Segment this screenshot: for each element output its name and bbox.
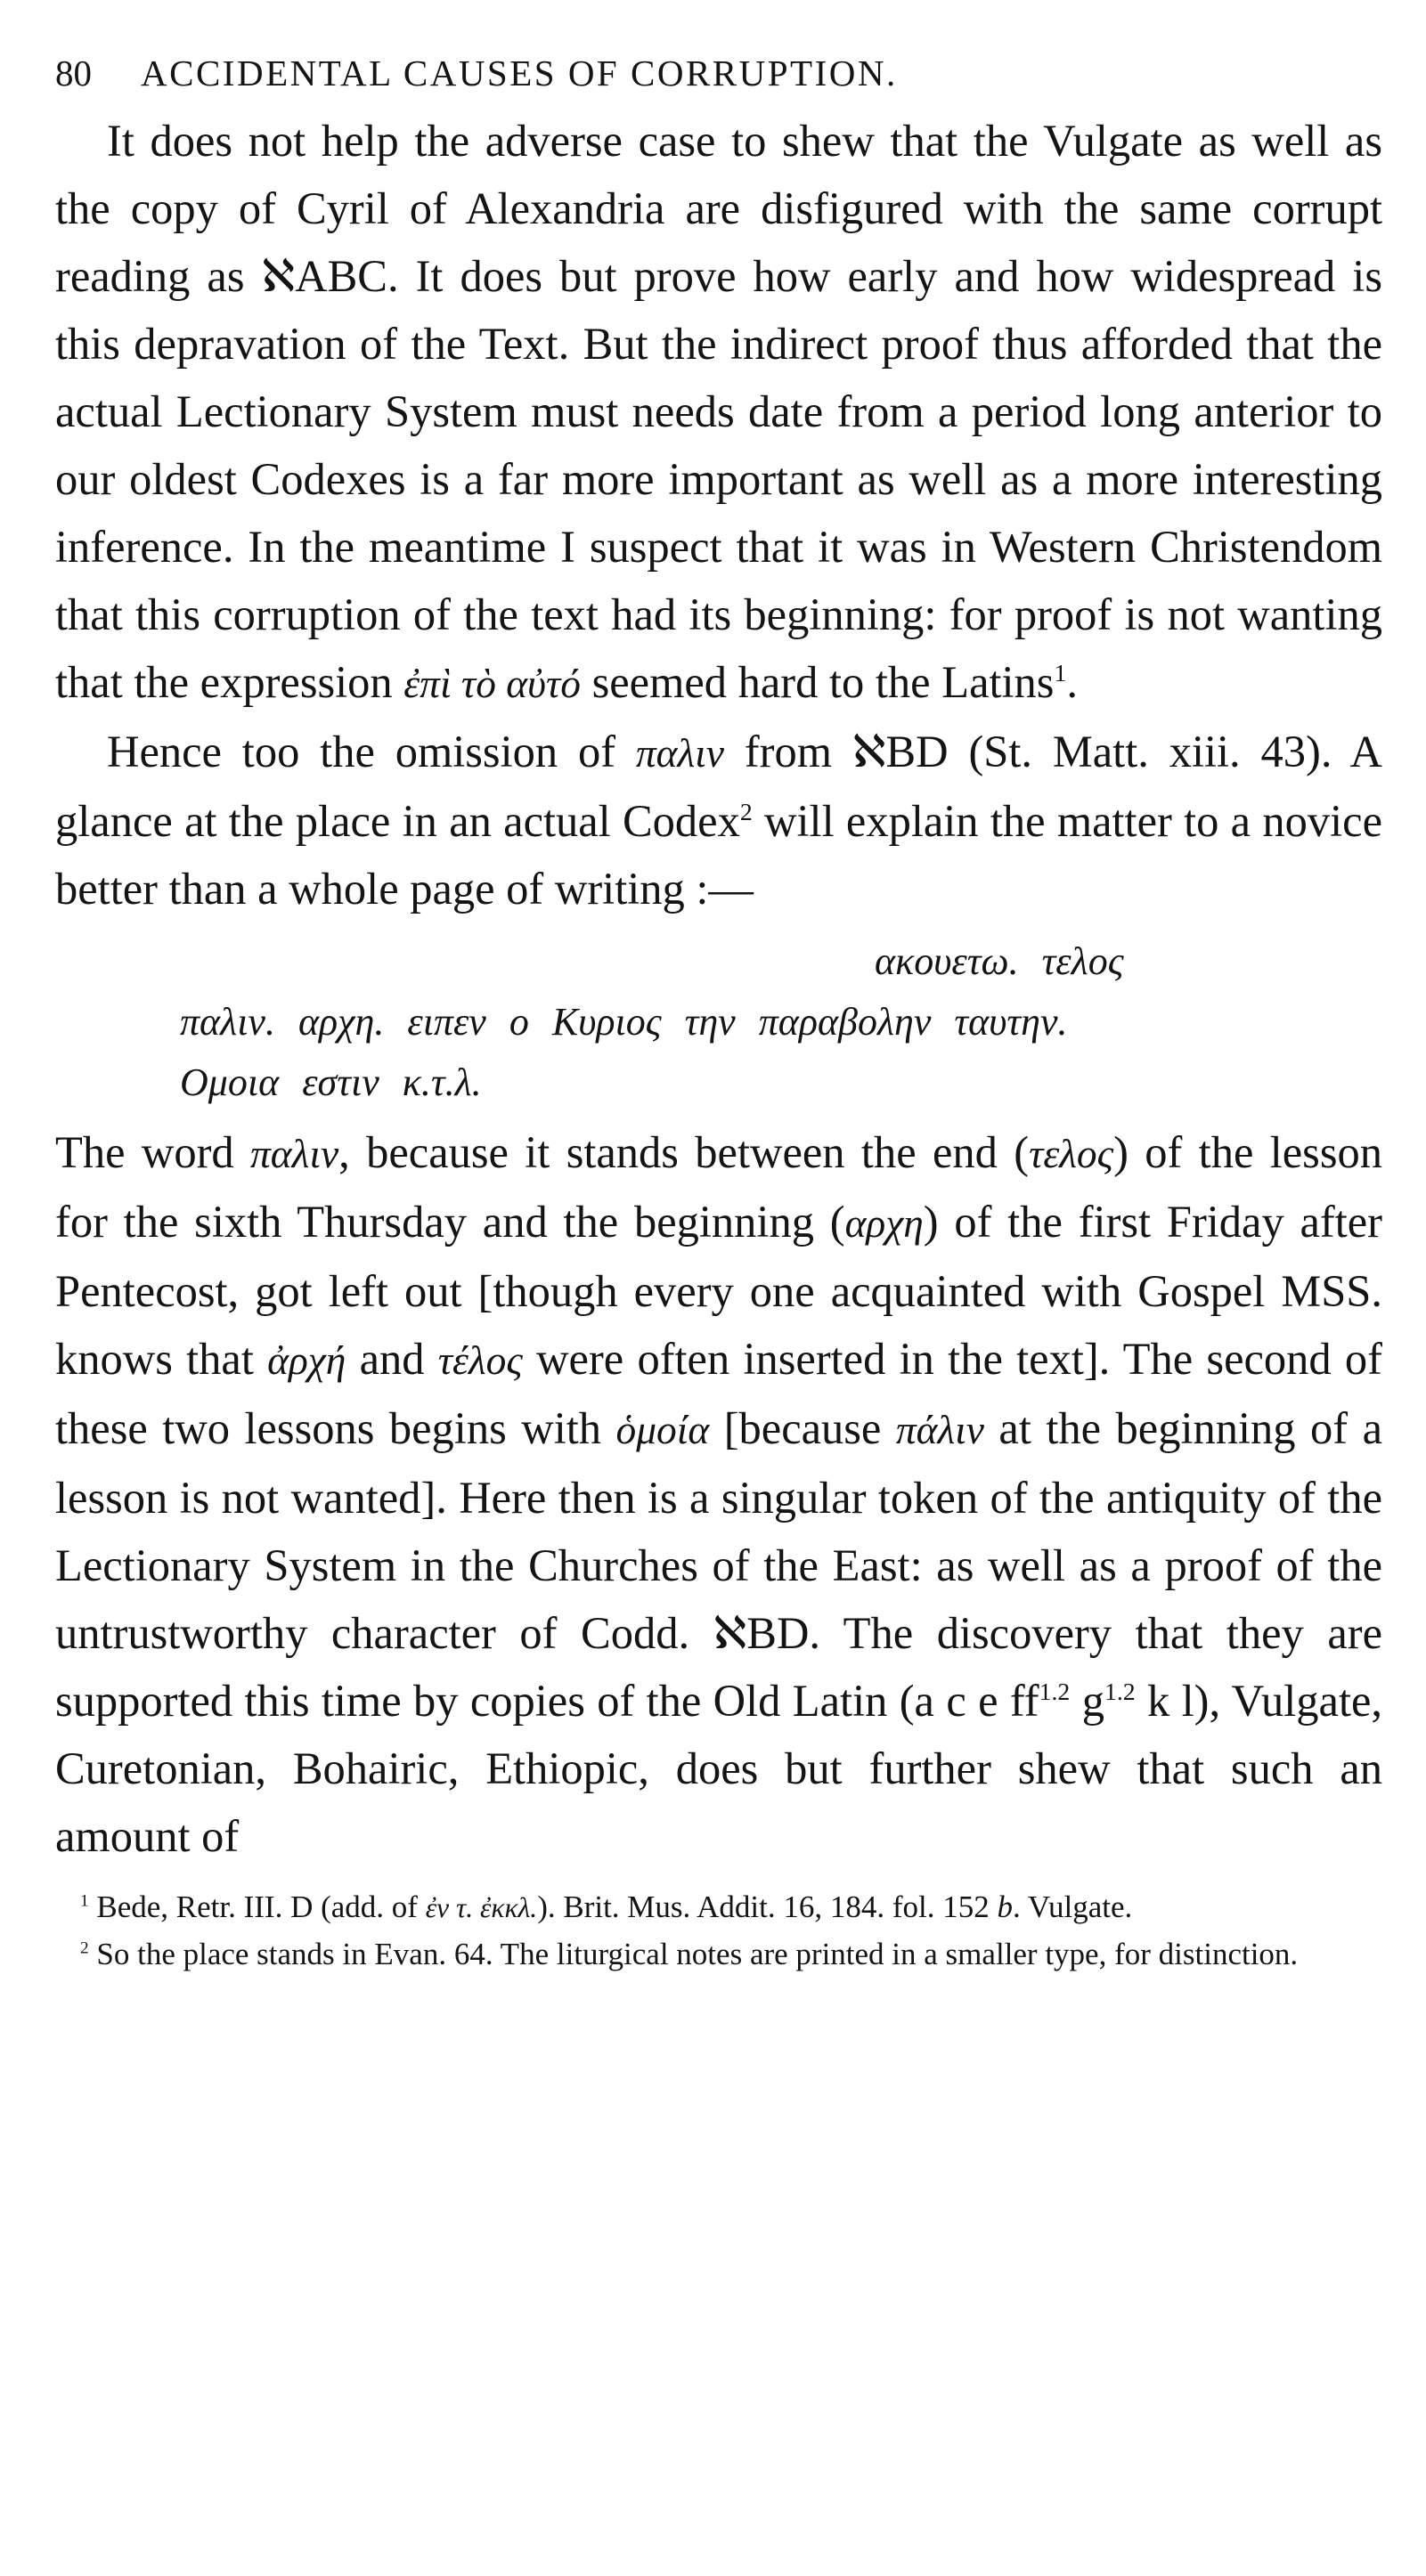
footnote-mark-1: 1 [80, 1891, 89, 1911]
greek-phrase: ἐπὶ τὸ αὐτό [403, 661, 581, 706]
paragraph-3-text: , because it stands between the end ( [338, 1127, 1030, 1177]
codex-word: Κυριος [551, 1000, 662, 1044]
footnote-1-greek: ἐν τ. ἐκκλ. [425, 1892, 538, 1923]
paragraph-3-text: k l), Vulgate, Curetonian, Bohairic, Ethiopic, does but further shew that such an amount of [55, 1676, 1383, 1861]
greek-word: τέλος [437, 1337, 523, 1383]
greek-word: παλιν [250, 1131, 339, 1176]
greek-word: αρχη [844, 1200, 924, 1246]
paragraph-2-text: will explain the matter to a novice better than a whole page of writing :— [55, 796, 1382, 914]
paragraph-1-end: . [1066, 657, 1078, 707]
paragraph-3-text: ) of the lesson for the sixth Thursday and the beginning ( [55, 1127, 1382, 1247]
paragraph-1-text-after: seemed hard to the Latins [580, 657, 1055, 707]
superscript: 1.2 [1104, 1678, 1136, 1707]
footnote-1-italic: b [997, 1889, 1013, 1924]
codex-word: ο [509, 1000, 529, 1044]
footnote-1-text: . Vulgate. [1012, 1889, 1133, 1924]
paragraph-3-text: were often inserted in the text]. The second of these two lessons begins with [55, 1334, 1382, 1453]
paragraph-1-text: It does not help the adverse case to shew that the Vulgate as well as the copy of Cyril of Alexandria are disfigured with the same corrupt reading as ℵABC. It does but prove how early and how widespread is this depravation of the Text. But the indirect proof thus afforded that the actual Lectionary System must needs date from a period long anterior to our oldest Codexes is a far more important as well as a more interesting inference. In the meantime I suspect that it was in Western Christendom that this corruption of the text had its beginning: for proof is not wanting that the expression [55, 116, 1382, 707]
codex-word: τελος [1041, 939, 1124, 983]
page-number: 80 [55, 53, 92, 93]
codex-word: παλιν. [180, 1000, 275, 1044]
codex-word: ειπεν [407, 1000, 486, 1044]
paragraph-3-text: ) of the first Friday after Pentecost, got left out [though every one acquainted with Gospel MSS. knows that [55, 1197, 1382, 1384]
greek-word: παλιν [635, 730, 724, 776]
paragraph-1 [55, 107, 1382, 718]
footnote-mark-2: 2 [80, 1938, 89, 1958]
codex-word: εστιν [302, 1060, 379, 1104]
footnote-1-text: ). Brit. Mus. Addit. 16, 184. fol. 152 [537, 1889, 998, 1924]
codex-line-3 [55, 1052, 1382, 1113]
superscript: 1.2 [1039, 1678, 1071, 1707]
codex-word: Ομοια [180, 1060, 280, 1104]
running-title: ACCIDENTAL CAUSES OF CORRUPTION. [141, 53, 898, 93]
greek-word: τελος [1029, 1131, 1114, 1176]
paragraph-3-text: and [346, 1334, 438, 1384]
codex-word: παραβολην [758, 1000, 932, 1044]
footnote-1 [55, 1884, 1382, 1931]
paragraph-3-text: [because [709, 1403, 896, 1453]
footnote-ref-2[interactable]: 2 [739, 799, 753, 827]
paragraph-2-text: from ℵBD (St. Matt. xiii. 43). A glance at the place in an actual Codex [55, 727, 1382, 846]
paragraph-3-text: g [1070, 1676, 1104, 1726]
footnote-ref-1[interactable]: 1 [1054, 660, 1067, 688]
codex-line-2 [55, 992, 1382, 1052]
footnote-1-text: Bede, Retr. [96, 1889, 244, 1924]
codex-quotation [55, 931, 1382, 1113]
book-page [55, 46, 1382, 1978]
paragraph-2 [55, 718, 1382, 922]
codex-word: ταυτην. [954, 1000, 1068, 1044]
codex-word: ακουετω. [875, 939, 1019, 983]
paragraph-3-text: The word [55, 1127, 251, 1177]
greek-word: ἀρχή [267, 1337, 346, 1383]
paragraph-3-text: at the beginning of a lesson is not wanted]. Here then is a singular token of the antiquity of the Lectionary System in the Churches of the East: as well as a proof of the untrustworthy character of Codd. ℵBD. The discovery that they are supported this time by copies of the Old Latin (a c e ff [55, 1403, 1382, 1726]
paragraph-3 [55, 1118, 1382, 1870]
running-header [55, 46, 1382, 100]
codex-line-1 [55, 931, 1382, 992]
footnote-1-text: . D (add. of [274, 1889, 426, 1924]
codex-word: κ.τ.λ. [402, 1060, 482, 1104]
paragraph-2-text: Hence too the omission of [107, 727, 636, 776]
footnote-2 [55, 1931, 1382, 1978]
codex-word: αρχη. [297, 1000, 385, 1044]
footnotes [55, 1884, 1382, 1978]
greek-word: πάλιν [895, 1407, 984, 1452]
greek-word: ὁμοία [615, 1407, 710, 1452]
footnote-1-roman: III [243, 1889, 275, 1924]
footnote-2-text: So the place stands in Evan. 64. The liturgical notes are printed in a smaller type, for distinction. [96, 1937, 1299, 1971]
codex-word: την [684, 1000, 736, 1044]
